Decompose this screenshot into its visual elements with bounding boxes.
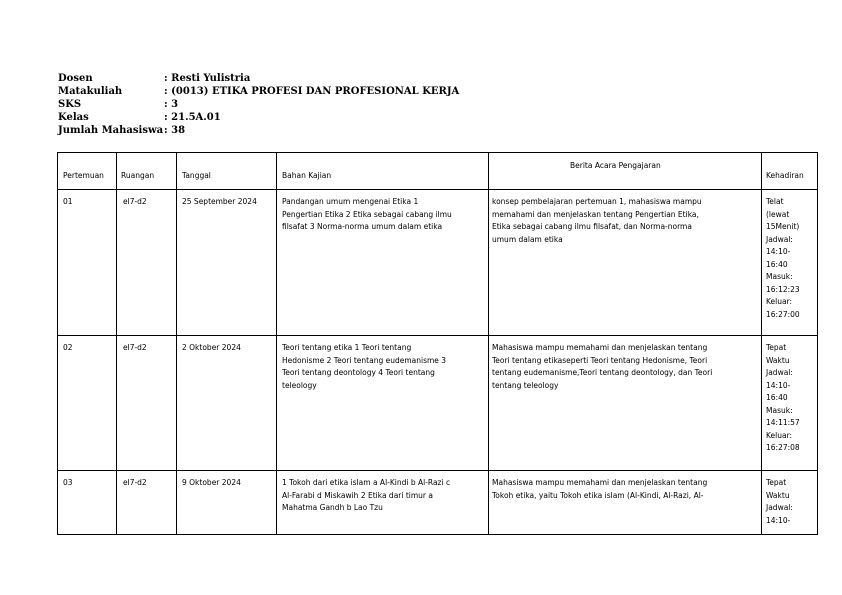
text-line: Waktu	[766, 490, 790, 500]
text-line: (lewat	[766, 209, 790, 219]
text-line: 16:27:00	[766, 309, 800, 319]
cell-pertemuan: 02	[63, 343, 73, 352]
cell-bahan-kajian	[282, 196, 488, 234]
text-line: teleology	[282, 380, 317, 390]
text-line: Keluar:	[766, 297, 793, 306]
text-line: Etika sebagai cabang ilmu filsafat, dan Norma-norma	[492, 222, 692, 231]
header-berita-acara: Berita Acara Pengajaran	[570, 161, 661, 170]
cell-kehadiran	[766, 477, 816, 527]
text-line: Al-Farabi d Miskawih 2 Etika dari timur a	[282, 490, 433, 500]
cell-tanggal: 9 Oktober 2024	[182, 478, 241, 487]
text-line: 14:10-	[766, 380, 791, 390]
table-row	[58, 471, 817, 535]
kelas-value: : 21.5A.01	[164, 112, 221, 123]
header-tanggal: Tanggal	[182, 171, 211, 180]
cell-pertemuan: 03	[63, 478, 73, 487]
text-line: Pandangan umum mengenai Etika 1	[282, 197, 419, 206]
text-line: Mahasiswa mampu memahami dan menjelaskan tentang	[492, 478, 708, 487]
cell-tanggal: 2 Oktober 2024	[182, 343, 241, 352]
course-info	[58, 72, 459, 137]
matakuliah-label: Matakuliah	[58, 86, 123, 97]
text-line: 14:10-	[766, 247, 791, 256]
text-line: Jadwal:	[766, 234, 793, 244]
header-pertemuan: Pertemuan	[63, 171, 104, 180]
text-line: 15Menit)	[766, 222, 800, 231]
text-line: Keluar:	[766, 430, 793, 440]
attendance-table	[57, 152, 818, 535]
text-line: Mahatma Gandh b Lao Tzu	[282, 503, 383, 512]
text-line: memahami dan menjelaskan tentang Pengertian Etika,	[492, 209, 699, 219]
text-line: Waktu	[766, 355, 790, 365]
cell-berita-acara	[492, 196, 760, 246]
header-ruangan: Ruangan	[121, 171, 155, 180]
info-row-matakuliah	[58, 85, 459, 98]
info-row-dosen	[58, 72, 459, 85]
text-line: Teori tentang etikaseperti Teori tentang Hedonisme, Teori	[492, 355, 708, 365]
jumlah-value: : 38	[164, 125, 186, 136]
cell-ruangan: el7-d2	[123, 343, 147, 352]
text-line: 16:27:08	[766, 443, 800, 452]
text-line: Hedonisme 2 Teori tentang eudemanisme 3	[282, 355, 447, 365]
text-line: Jadwal:	[766, 503, 793, 512]
jumlah-label: Jumlah Mahasiswa	[58, 125, 164, 136]
matakuliah-value: : (0013) ETIKA PROFESI DAN PROFESIONAL KERJA	[164, 86, 460, 97]
info-row-kelas	[58, 111, 459, 124]
text-line: 16:12:23	[766, 284, 800, 294]
dosen-value: : Resti Yulistria	[164, 73, 251, 84]
header-kehadiran: Kehadiran	[766, 171, 804, 180]
text-line: tentang teleology	[492, 380, 559, 390]
dosen-label: Dosen	[58, 73, 93, 84]
header-bahan-kajian: Bahan Kajian	[282, 171, 332, 180]
kelas-label: Kelas	[58, 112, 89, 123]
info-row-sks	[58, 98, 459, 111]
text-line: konsep pembelajaran pertemuan 1, mahasiswa mampu	[492, 197, 702, 206]
text-line: Teori tentang etika 1 Teori tentang	[282, 343, 412, 352]
info-row-jumlah	[58, 124, 459, 137]
text-line: Tepat	[766, 478, 787, 487]
table-row	[58, 336, 817, 471]
table-row	[58, 190, 817, 336]
cell-bahan-kajian	[282, 342, 488, 392]
table-header	[58, 153, 817, 190]
text-line: Telat	[766, 197, 784, 206]
text-line: tentang eudemanisme,Teori tentang deontology, dan Teori	[492, 368, 713, 377]
text-line: 16:40	[766, 393, 788, 402]
text-line: umum dalam etika	[492, 234, 563, 244]
text-line: filsafat 3 Norma-norma umum dalam etika	[282, 222, 443, 231]
text-line: Masuk:	[766, 405, 793, 415]
text-line: 14:11:57	[766, 418, 800, 427]
cell-berita-acara	[492, 342, 760, 392]
cell-pertemuan: 01	[63, 197, 73, 206]
text-line: 1 Tokoh dari etika islam a Al-Kindi b Al-Razi c	[282, 478, 451, 487]
cell-ruangan: el7-d2	[123, 197, 147, 206]
text-line: 14:10-	[766, 515, 791, 525]
cell-ruangan: el7-d2	[123, 478, 147, 487]
text-line: 16:40	[766, 259, 788, 269]
sks-value: : 3	[164, 99, 179, 110]
text-line: Tepat	[766, 343, 787, 352]
text-line: Mahasiswa mampu memahami dan menjelaskan tentang	[492, 343, 708, 352]
text-line: Pengertian Etika 2 Etika sebagai cabang ilmu	[282, 209, 452, 219]
text-line: Jadwal:	[766, 368, 793, 377]
sks-label: SKS	[58, 99, 82, 110]
cell-kehadiran	[766, 342, 816, 455]
text-line: Teori tentang deontology 4 Teori tentang	[282, 368, 435, 377]
cell-berita-acara	[492, 477, 760, 502]
text-line: Tokoh etika, yaitu Tokoh etika islam (Al-Kindi, Al-Razi, Al-	[492, 490, 704, 500]
cell-tanggal: 25 September 2024	[182, 197, 257, 206]
cell-kehadiran	[766, 196, 816, 321]
text-line: Masuk:	[766, 272, 793, 281]
cell-bahan-kajian	[282, 477, 488, 515]
